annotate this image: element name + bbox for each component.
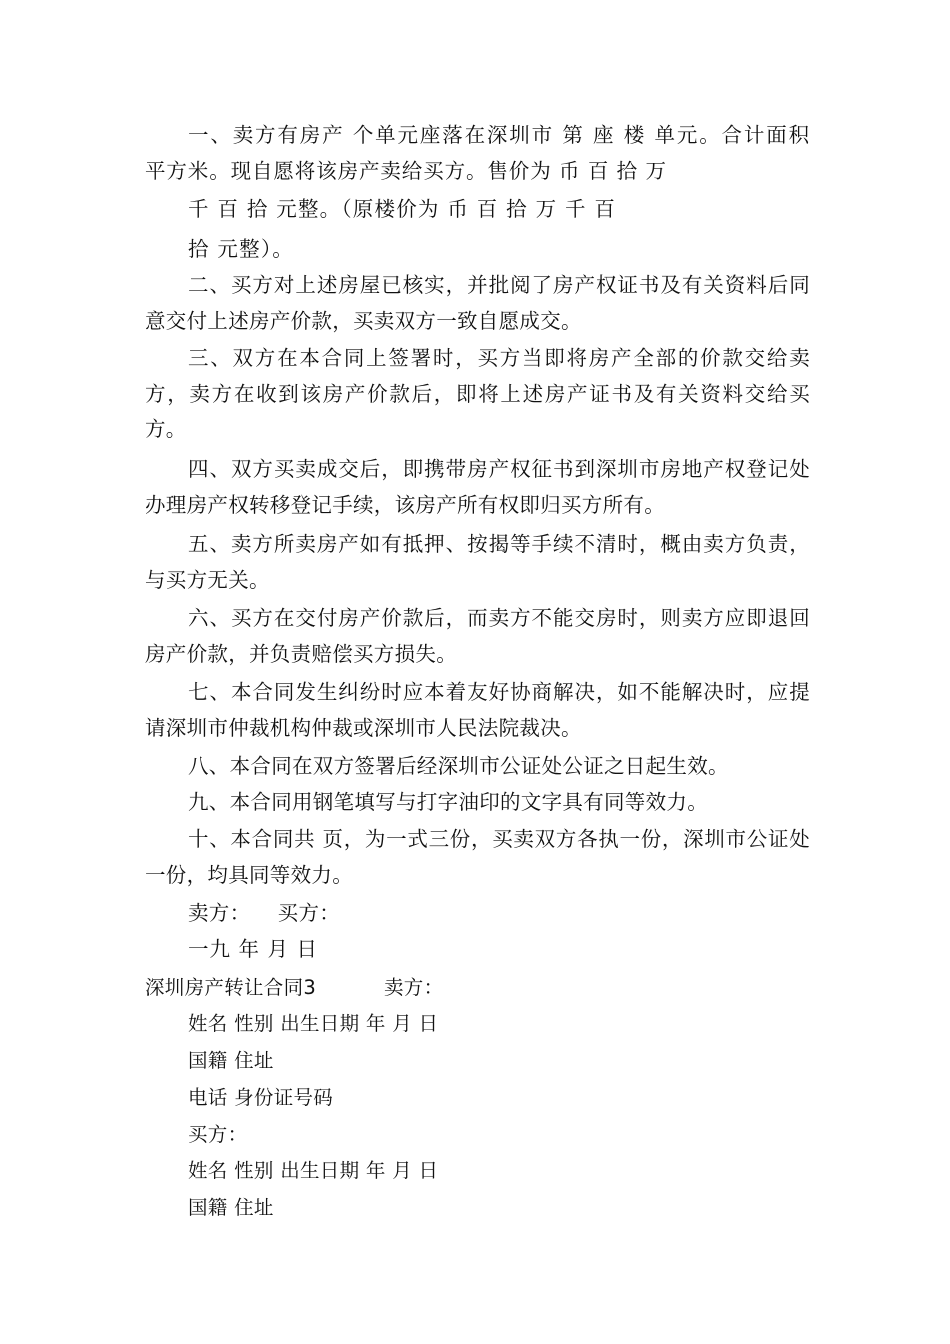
buyer-address-row: 国籍 住址: [188, 1196, 274, 1219]
article-6: 六、买方在交付房产价款后，而卖方不能交房时，则卖方应即退回房产价款，并负责赔偿买方损失。: [145, 606, 810, 666]
article-1-price-line: 千 百 拾 元整。（原楼价为 币 百 拾 万 千 百: [188, 197, 617, 221]
article-4: 四、双方买卖成交后，即携带房产权征书到深圳市房地产权登记处办理房产权转移登记手续，该房产所有权即归买方所有。: [145, 457, 810, 517]
article-1-price-end: 拾 元整）。: [188, 237, 294, 261]
seller-phone-row: 电话 身份证号码: [188, 1086, 334, 1109]
article-9: 九、本合同用钢笔填写与打字油印的文字具有同等效力。: [188, 790, 708, 814]
buyer-label: 买方：: [188, 1123, 248, 1146]
seller-name-row: 姓名 性别 出生日期 年 月 日: [188, 1012, 439, 1035]
article-5: 五、卖方所卖房产如有抵押、按揭等手续不清时，概由卖方负责，与买方无关。: [145, 532, 810, 592]
article-7: 七、本合同发生纠纷时应本着友好协商解决，如不能解决时，应提请深圳市仲裁机构仲裁或深圳市人民法院裁决。: [145, 680, 810, 740]
article-3: 三、双方在本合同上签署时，买方当即将房产全部的价款交给卖方，卖方在收到该房产价款后，即将上述房产证书及有关资料交给买方。: [145, 346, 810, 441]
buyer-name-row: 姓名 性别 出生日期 年 月 日: [188, 1159, 439, 1182]
signature-date: 一九 年 月 日: [188, 937, 319, 961]
article-10: 十、本合同共 页，为一式三份，买卖双方各执一份，深圳市公证处一份，均具同等效力。: [145, 827, 810, 887]
contract-3-title: 深圳房产转让合同3: [145, 976, 317, 999]
contract-3-seller-label: 卖方：: [384, 976, 444, 999]
article-2: 二、买方对上述房屋已核实，并批阅了房产权证书及有关资料后同意交付上述房产价款，买卖双方一致自愿成交。: [145, 273, 810, 333]
seller-address-row: 国籍 住址: [188, 1049, 274, 1072]
article-8: 八、本合同在双方签署后经深圳市公证处公证之日起生效。: [188, 754, 729, 778]
article-1-text: 一、卖方有房产 个单元座落在深圳市 第 座 楼 单元。合计面积 平方米。现自愿将该房产卖给买方。售价为 币 百 拾 万: [145, 123, 810, 183]
signature-parties: 卖方： 买方：: [188, 901, 341, 925]
